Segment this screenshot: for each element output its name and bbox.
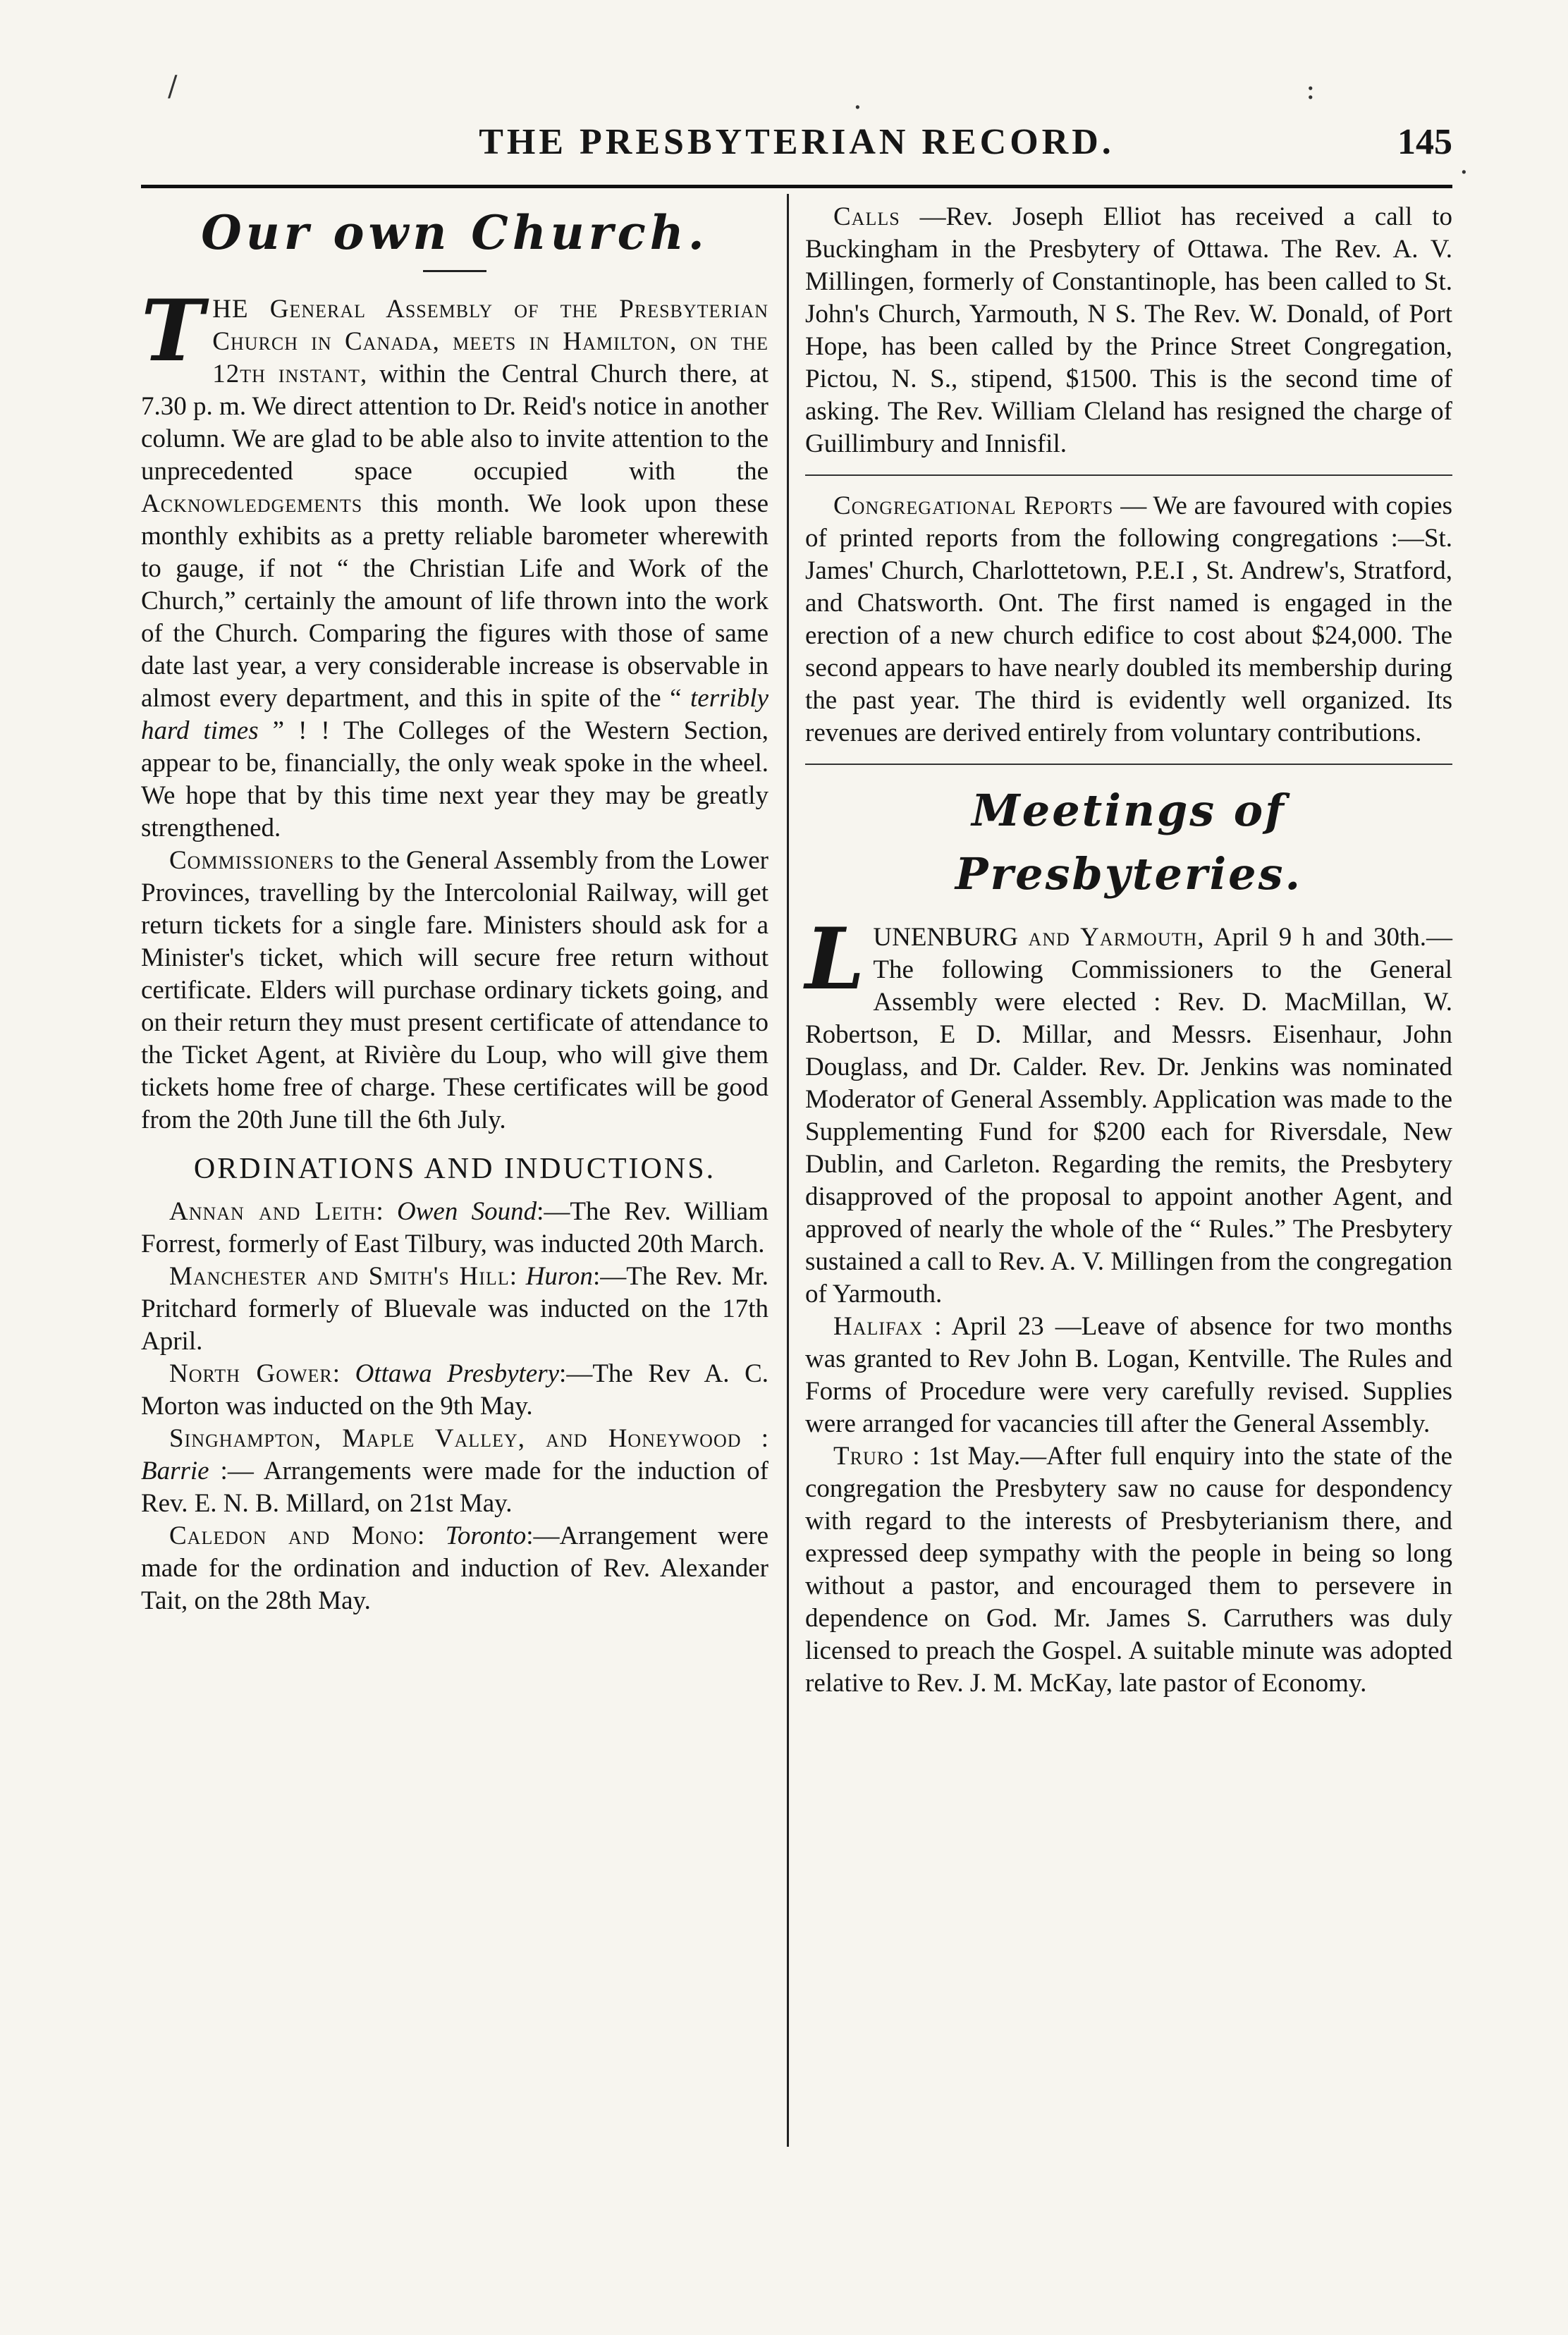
calls-lead: Calls [833, 202, 900, 231]
left-column [141, 201, 768, 1617]
ordination-presbytery: Barrie [141, 1457, 209, 1485]
calls-text: —Rev. Joseph Elliot has received a call to Buckingham in the Presbytery of Ottawa. The Rev. A. V. Millingen, formerly of Constantinople, has been called to St. John's Church, Yarmouth, N S. The Rev. W. Donald, of Port Hope, has been called by the Prince Street Congregation, Pictou, N. S., stipend, $1500. This is the second time of asking. The Rev. William Cleland has resigned the charge of Guillimbury and Innisfil. [805, 202, 1452, 458]
calls-paragraph [805, 201, 1452, 460]
lunenburg-text: April 9 h and 30th.—The following Commissioners to the General Assembly were elected : Rev. D. MacMillan, W. Robertson, E D. Millar, and Messrs. Eisenhaur, John Douglass, and Dr. Calder. Rev. Dr. Jenkins was nominated Moderator of General Assembly. Application was made to the Supplementing Fund for $200 each for Riversdale, New Dublin, and Carleton. Regarding the remits, the Presbytery disapproved of the proposal to appoint another Agent, and approved of nearly the whole of the “ Rules.” The Presbytery sustained a call to Rev. A. V. Millingen from the congregation of Yarmouth. [805, 923, 1453, 1309]
page-number: 145 [1397, 122, 1452, 162]
intro-text-3: ” ! ! The Colleges of the Western Section, appear to be, financially, the only weak spoke in the wheel. We hope that by this time next year they may be greatly strengthened. [141, 716, 768, 842]
dropcap: L [805, 909, 865, 1009]
right-column [805, 201, 1452, 1700]
congregational-text: — We are favoured with copies of printed reports from the following congregations :—St. James' Church, Charlottetown, P.E.I , St. Andrew's, Stratford, and Chatsworth. Ont. The first named is engaged in the erection of a new church edifice to cost about $24,000. The second appears to have nearly doubled its membership during the past year. The third is evidently well organized. Its revenues are derived entirely from voluntary contributions. [805, 491, 1453, 747]
ordination-entry: Singhampton, Maple Valley, and Honeywood : Barrie :— Arrangements were made for the induction of Rev. E. N. B. Millard, on 21st May. [141, 1424, 768, 1518]
ordination-presbytery: Toronto [445, 1521, 527, 1550]
truro-lead: Truro [833, 1442, 904, 1471]
truro-text: : 1st May.—After full enquiry into the state of the congregation the Presbytery saw no cause for despondency with regard to the interests of Presbyterianism there, and expressed deep sympathy with the people in being so long without a pastor, and encouraged them to persevere in dependence on God. Mr. James S. Carruthers was duly licensed to preach the Gospel. A suitable minute was adopted relative to Rev. J. M. McKay, late pastor of Economy. [805, 1442, 1452, 1698]
page-header [141, 106, 1452, 169]
ordination-text: —The Rev. William Forrest, formerly of East Tilbury, was inducted 20th March. [141, 1197, 768, 1258]
stray-mark: . [853, 83, 862, 116]
column-divider [787, 194, 789, 2147]
title-rule [423, 270, 486, 272]
divider-rule [805, 474, 1452, 476]
intro-italic-phrase: terribly hard times [141, 684, 768, 745]
ordination-entry: Caledon and Mono: Toronto:—Arrangement were made for the ordination and induction of Rev. Alexander Tait, on the 28th May. [141, 1521, 768, 1615]
intro-lead: HE General Assembly of the Presbyterian Church in Canada, meets in Hamilton, on the 12th instant, [212, 295, 768, 388]
running-title: THE PRESBYTERIAN RECORD. [479, 122, 1115, 162]
intro-text-2: this month. We look upon these monthly exhibits as a pretty reliable barometer wherewith to gauge, if not “ the Christian Life and Work of the Church,” certainly the amount of life thrown into the work of the Church. Comparing the figures with those of same date last year, a very considerable increase is observable in almost every department, and this in spite of the “ [141, 489, 768, 713]
ordination-place: Caledon and Mono [169, 1521, 417, 1550]
ordination-place: North Gower [169, 1359, 333, 1388]
commissioners-text: to the General Assembly from the Lower Provinces, travelling by the Intercolonial Railway, will get return tickets for a single fare. Ministers should ask for a Minister's ticket, which will secure free return without certificate. Elders will purchase ordinary tickets going, and on their return they must present certificate of attendance to the Ticket Agent, at Rivière du Loup, who will give them tickets home free of charge. These certificates will be good from the 20th June till the 6th July. [141, 846, 768, 1134]
commissioners-paragraph [141, 845, 768, 1136]
ordination-entry: Annan and Leith: Owen Sound:—The Rev. William Forrest, formerly of East Tilbury, was inducted 20th March. [141, 1197, 768, 1258]
halifax-lead: Halifax [833, 1312, 924, 1341]
ordination-entry: North Gower: Ottawa Presbytery:—The Rev A. C. Morton was inducted on the 9th May. [141, 1359, 769, 1421]
congregational-lead: Congregational Reports [833, 491, 1114, 520]
ordination-presbytery: Ottawa Presbytery [355, 1359, 560, 1388]
ordination-text: —Arrangement were made for the ordination and induction of Rev. Alexander Tait, on the 28th May. [141, 1521, 768, 1615]
acknowledgements-term: Acknowledgements [141, 489, 363, 518]
truro-paragraph [805, 1440, 1452, 1700]
lunenburg-lead: UNENBURG [873, 923, 1018, 952]
intro-text-1: within the Central Church there, at 7.30 p. m. We direct attention to Dr. Reid's notice in another column. We are glad to be able also to invite attention to the unprecedented space occupied with the [141, 360, 768, 486]
stray-mark: . [1459, 148, 1469, 180]
section-title-meetings: Meetings of Presbyteries. [955, 785, 1303, 900]
halifax-paragraph [805, 1311, 1452, 1440]
ordination-presbytery: Owen Sound [397, 1197, 537, 1226]
intro-paragraph [141, 281, 768, 845]
ordinations-heading: ORDINATIONS AND INDUCTIONS. [193, 1153, 716, 1185]
lunenburg-lead-sc: and Yarmouth, [1028, 923, 1205, 952]
ordination-place: Singhampton, Maple Valley, and Honeywood [169, 1424, 742, 1453]
lunenburg-paragraph [805, 909, 1453, 1311]
stray-mark: : [1306, 73, 1316, 106]
ordination-presbytery: Huron [525, 1262, 593, 1291]
ordination-place: Annan and Leith [169, 1197, 376, 1226]
section-title-our-own-church: Our own Church. [201, 205, 709, 260]
ordination-entry: Manchester and Smith's Hill: Huron:—The Rev. Mr. Pritchard formerly of Bluevale was inducted on the 17th April. [141, 1262, 768, 1356]
stray-mark: / [168, 71, 178, 103]
ordination-text: — Arrangements were made for the induction of Rev. E. N. B. Millard, on 21st May. [141, 1457, 768, 1518]
dropcap: T [141, 281, 204, 381]
ordination-text: —The Rev. Mr. Pritchard formerly of Bluevale was inducted on the 17th April. [141, 1262, 768, 1356]
commissioners-lead: Commissioners [169, 846, 335, 875]
header-rule [141, 185, 1452, 188]
congregational-paragraph [805, 490, 1452, 749]
ordination-place: Manchester and Smith's Hill [169, 1262, 510, 1291]
ordination-text: —The Rev A. C. Morton was inducted on the 9th May. [141, 1359, 769, 1421]
divider-rule [805, 764, 1452, 765]
halifax-text: : April 23 —Leave of absence for two months was granted to Rev John B. Logan, Kentville. The Rules and Forms of Procedure were very carefully revised. Supplies were arranged for vacancies till after the General Assembly. [805, 1312, 1452, 1438]
